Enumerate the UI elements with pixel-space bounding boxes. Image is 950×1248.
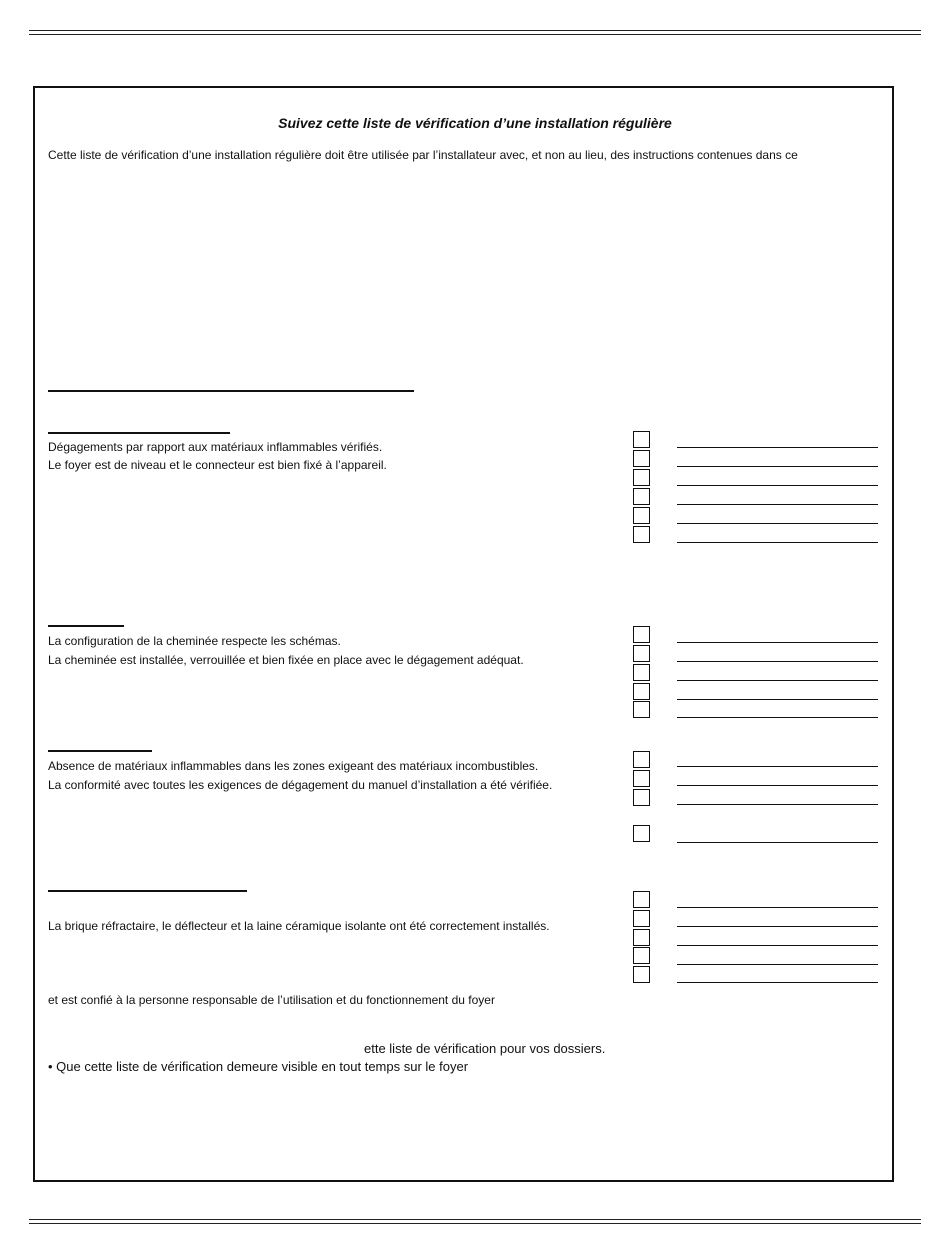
section-1-item-2: Le foyer est de niveau et le connecteur est bien fixé à l’appareil. [48, 458, 387, 472]
section-3-signature-line-4[interactable] [677, 842, 878, 843]
section-4-checkbox-4[interactable] [633, 947, 650, 964]
section-2-checkbox-4[interactable] [633, 683, 650, 700]
section-1-signature-line-1[interactable] [677, 447, 878, 448]
section-2-item-2: La cheminée est installée, verrouillée et bien fixée en place avec le dégagement adéquat. [48, 653, 524, 667]
intro-text: Cette liste de vérification d’une installation régulière doit être utilisée par l’installateur avec, et non au lieu, des instructions contenues dans ce [48, 148, 798, 162]
section-3-item-2: La conformité avec toutes les exigences de dégagement du manuel d’installation a été vérifiée. [48, 778, 553, 792]
footer-records-text: ette liste de vérification pour vos dossiers. [364, 1041, 606, 1056]
section-2-signature-line-4[interactable] [677, 699, 878, 700]
section-3-checkbox-2[interactable] [633, 770, 650, 787]
bottom-rule-2 [29, 1223, 921, 1224]
section-4-heading-underline [48, 890, 247, 892]
section-3-heading-underline [48, 750, 152, 752]
section-4-signature-line-1[interactable] [677, 907, 878, 908]
section-1-item-1: Dégagements par rapport aux matériaux inflammables vérifiés. [48, 440, 383, 454]
top-rule-1 [29, 30, 921, 31]
section-1-signature-line-4[interactable] [677, 504, 878, 505]
section-2-item-1: La configuration de la cheminée respecte les schémas. [48, 634, 341, 648]
section-1-checkbox-3[interactable] [633, 469, 650, 486]
section-2-signature-line-3[interactable] [677, 680, 878, 681]
section-2-signature-line-2[interactable] [677, 661, 878, 662]
section-4-item-1: La brique réfractaire, le déflecteur et la laine céramique isolante ont été correctement installés. [48, 919, 550, 933]
section-1-checkbox-2[interactable] [633, 450, 650, 467]
footer-handover-text: et est confié à la personne responsable de l’utilisation et du fonctionnement du foyer [48, 993, 495, 1007]
section-1-signature-line-6[interactable] [677, 542, 878, 543]
section-2-signature-line-5[interactable] [677, 717, 878, 718]
section-2-checkbox-1[interactable] [633, 626, 650, 643]
section-3-item-1: Absence de matériaux inflammables dans les zones exigeant des matériaux incombustibles. [48, 759, 539, 773]
section-1-checkbox-5[interactable] [633, 507, 650, 524]
section-2-checkbox-3[interactable] [633, 664, 650, 681]
section-3-signature-line-1[interactable] [677, 766, 878, 767]
bottom-rule-1 [29, 1219, 921, 1220]
section-4-checkbox-2[interactable] [633, 910, 650, 927]
section-4-signature-line-2[interactable] [677, 926, 878, 927]
section-2-heading-underline [48, 625, 124, 627]
section-3-signature-line-2[interactable] [677, 785, 878, 786]
section-2-signature-line-1[interactable] [677, 642, 878, 643]
footer-bullet-visible: • Que cette liste de vérification demeure visible en tout temps sur le foyer [48, 1059, 469, 1074]
section-4-checkbox-1[interactable] [633, 891, 650, 908]
section-1-checkbox-4[interactable] [633, 488, 650, 505]
section-3-checkbox-3[interactable] [633, 789, 650, 806]
section-1-signature-line-5[interactable] [677, 523, 878, 524]
section-4-checkbox-3[interactable] [633, 929, 650, 946]
section-4-signature-line-3[interactable] [677, 945, 878, 946]
section-2-checkbox-2[interactable] [633, 645, 650, 662]
section-1-checkbox-1[interactable] [633, 431, 650, 448]
section-1-signature-line-2[interactable] [677, 466, 878, 467]
section-1-signature-line-3[interactable] [677, 485, 878, 486]
section-4-checkbox-5[interactable] [633, 966, 650, 983]
section-2-checkbox-5[interactable] [633, 701, 650, 718]
name-line [48, 390, 414, 392]
section-1-heading-underline [48, 432, 230, 434]
section-4-signature-line-5[interactable] [677, 982, 878, 983]
top-rule-2 [29, 34, 921, 35]
section-1-checkbox-6[interactable] [633, 526, 650, 543]
section-3-checkbox-1[interactable] [633, 751, 650, 768]
page-title: Suivez cette liste de vérification d’une installation régulière [278, 115, 672, 131]
section-3-checkbox-4[interactable] [633, 825, 650, 842]
section-4-signature-line-4[interactable] [677, 964, 878, 965]
section-3-signature-line-3[interactable] [677, 804, 878, 805]
